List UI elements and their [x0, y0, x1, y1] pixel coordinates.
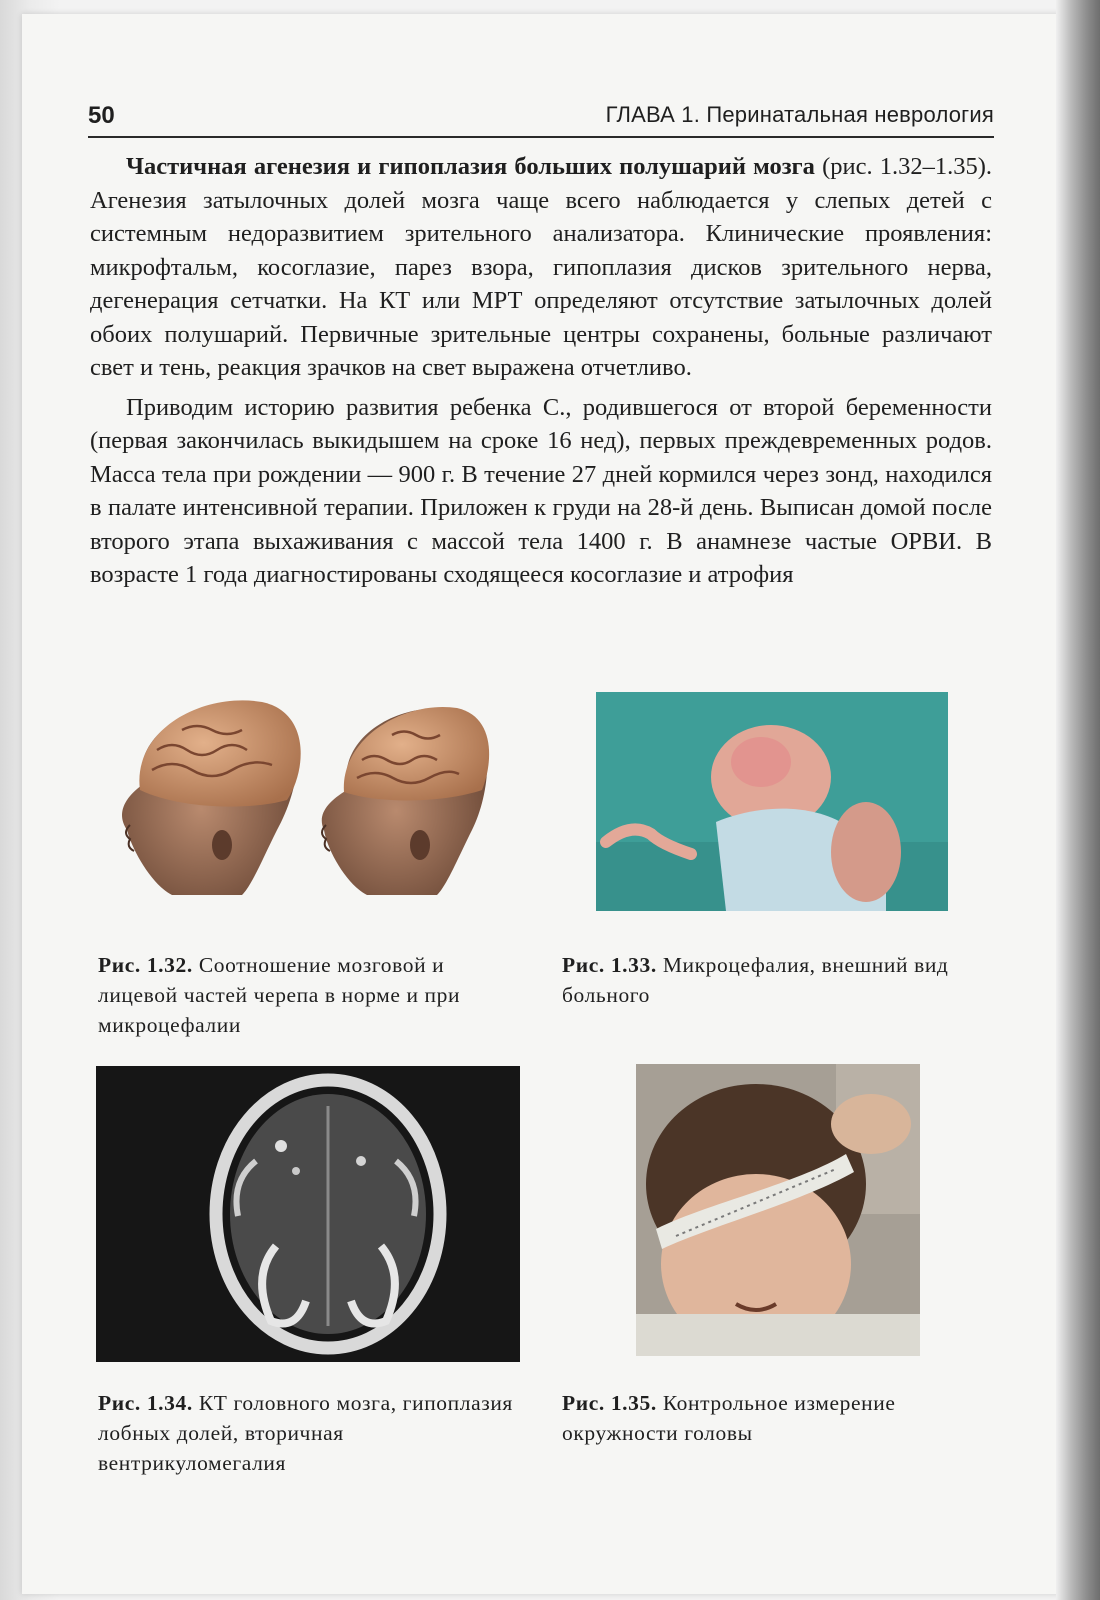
- caption-label: Рис. 1.34.: [98, 1391, 193, 1415]
- microcephaly-head-drawing: [322, 707, 489, 895]
- caption-text: Соотношение мозговой и лицевой частей черепа в норме и при микроцефалии: [98, 953, 461, 1037]
- page-binding-shadow: [1056, 0, 1100, 1600]
- caption-label: Рис. 1.32.: [98, 953, 193, 977]
- figure-1-32-heads-illustration: [112, 690, 532, 915]
- caption-figure-1-33: [562, 950, 994, 1010]
- caption-figure-1-35: [562, 1388, 994, 1448]
- caption-text: Контрольное измерение окружности головы: [562, 1391, 896, 1445]
- paragraph-case-history: [90, 391, 992, 592]
- caption-text: Микроцефалия, внешний вид больного: [562, 953, 949, 1007]
- running-head: ГЛАВА 1. Перинатальная неврология: [605, 102, 994, 127]
- paragraph-bold-lead: Частичная агенезия и гипоплазия больших полушарий мозга: [126, 153, 815, 180]
- paragraph-agenesis: [90, 150, 992, 385]
- page-number: 50: [88, 102, 115, 129]
- figure-1-33-infant-photo: [596, 692, 948, 911]
- body-text: [90, 150, 992, 598]
- caption-figure-1-34: [98, 1388, 528, 1478]
- caption-label: Рис. 1.33.: [562, 953, 657, 977]
- page-header: [88, 100, 994, 138]
- paragraph-text: Приводим историю развития ребенка С., родившегося от второй беременности (первая закончилась выкидышем на сроке 16 нед), первых преждевременных родов. Масса тела при рождении — 900 г. В течение 27 дней кормился через зонд, находился в палате интенсивной терапии. Приложен к груди на 28-й день. Выписан домой после второго этапа выхаживания с массой тела 1400 г. В анамнезе частые ОРВИ. В возрасте 1 года диагностированы сходящееся косоглазие и атрофия: [90, 393, 992, 588]
- paragraph-text: (рис. 1.32–1.35). Агенезия затылочных долей мозга чаще всего наблюдается у слепых детей с системным недоразвитием зрительного анализатора. Клинические проявления: микрофтальм, косоглазие, парез взора, гипоплазия дисков зрительного нерва, дегенерация сетчатки. На КТ или МРТ определяют отсутствие затылочных долей обоих полушарий. Первичные зрительные центры сохранены, больные различают свет и тень, реакция зрачков на свет выражена отчетливо.: [90, 153, 992, 381]
- figure-1-35-head-measurement-photo: [636, 1064, 920, 1356]
- caption-figure-1-32: [98, 950, 528, 1040]
- normal-head-drawing: [122, 700, 301, 895]
- figure-1-34-ct-scan: [96, 1066, 520, 1362]
- caption-text: КТ головного мозга, гипоплазия лобных долей, вторичная вентрикуломегалия: [98, 1391, 513, 1475]
- caption-label: Рис. 1.35.: [562, 1391, 657, 1415]
